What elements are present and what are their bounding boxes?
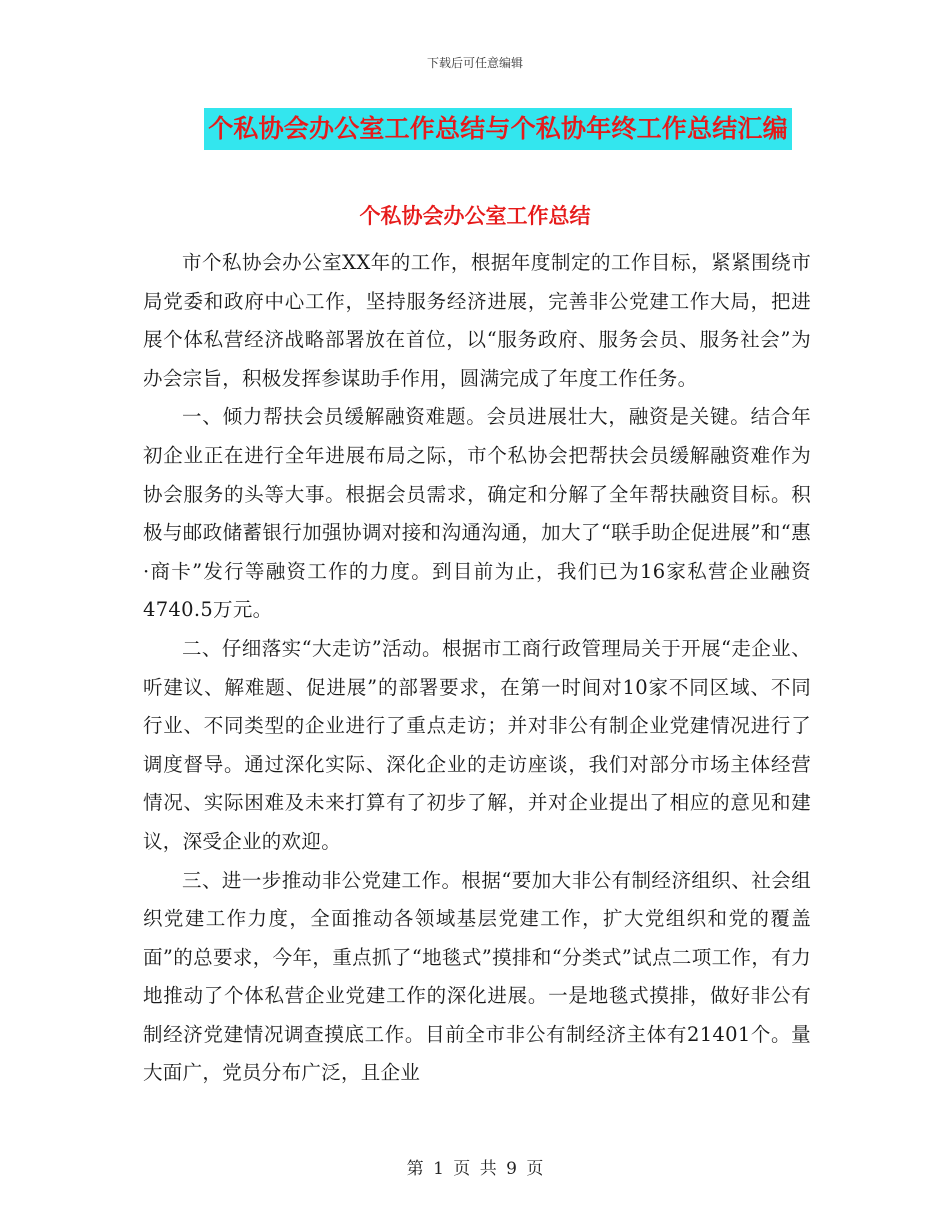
main-title: 个私协会办公室工作总结与个私协年终工作总结汇编 xyxy=(204,108,792,150)
page-header-note: 下载后可任意编辑 xyxy=(426,56,523,70)
page-number: 第 1 页 共 9 页 xyxy=(406,1159,544,1179)
section-title: 个私协会办公室工作总结 xyxy=(359,204,591,228)
main-title-container xyxy=(0,108,950,150)
document-body xyxy=(143,244,811,1093)
paragraph-section-3: 三、进一步推动非公党建工作。根据“要加大非公有制经济组织、社会组织党建工作力度，全面推动各领域基层党建工作，扩大党组织和党的覆盖面”的总要求，今年，重点抓了“地毯式”摸排和“分类式”试点二项工作，有力地推动了个体私营企业党建工作的深化进展。一是地毯式摸排，做好非公有制经济党建情况调查摸底工作。目前全市非公有制经济主体有21401个。量大面广，党员分布广泛，且企业 xyxy=(143,868,811,1085)
paragraph-section-2: 二、仔细落实“大走访”活动。根据市工商行政管理局关于开展“走企业、听建议、解难题、促进展”的部署要求，在第一时间对10家不同区域、不同行业、不同类型的企业进行了重点走访；并对非公有制企业党建情况进行了调度督导。通过深化实际、深化企业的走访座谈，我们对部分市场主体经营情况、实际困难及未来打算有了初步了解，并对企业提出了相应的意见和建议，深受企业的欢迎。 xyxy=(143,636,811,853)
paragraph-section-1: 一、倾力帮扶会员缓解融资难题。会员进展壮大，融资是关键。结合年初企业正在进行全年进展布局之际，市个私协会把帮扶会员缓解融资难作为协会服务的头等大事。根据会员需求，确定和分解了全年帮扶融资目标。积极与邮政储蓄银行加强协调对接和沟通沟通，加大了“联手助企促进展”和“惠·商卡”发行等融资工作的力度。到目前为止，我们已为16家私营企业融资4740.5万元。 xyxy=(143,405,811,622)
paragraph-intro: 市个私协会办公室XX年的工作，根据年度制定的工作目标，紧紧围绕市局党委和政府中心工作，坚持服务经济进展，完善非公党建工作大局，把进展个体私营经济战略部署放在首位，以“服务政府、服务会员、服务社会”为办会宗旨，积极发挥参谋助手作用，圆满完成了年度工作任务。 xyxy=(143,251,811,390)
